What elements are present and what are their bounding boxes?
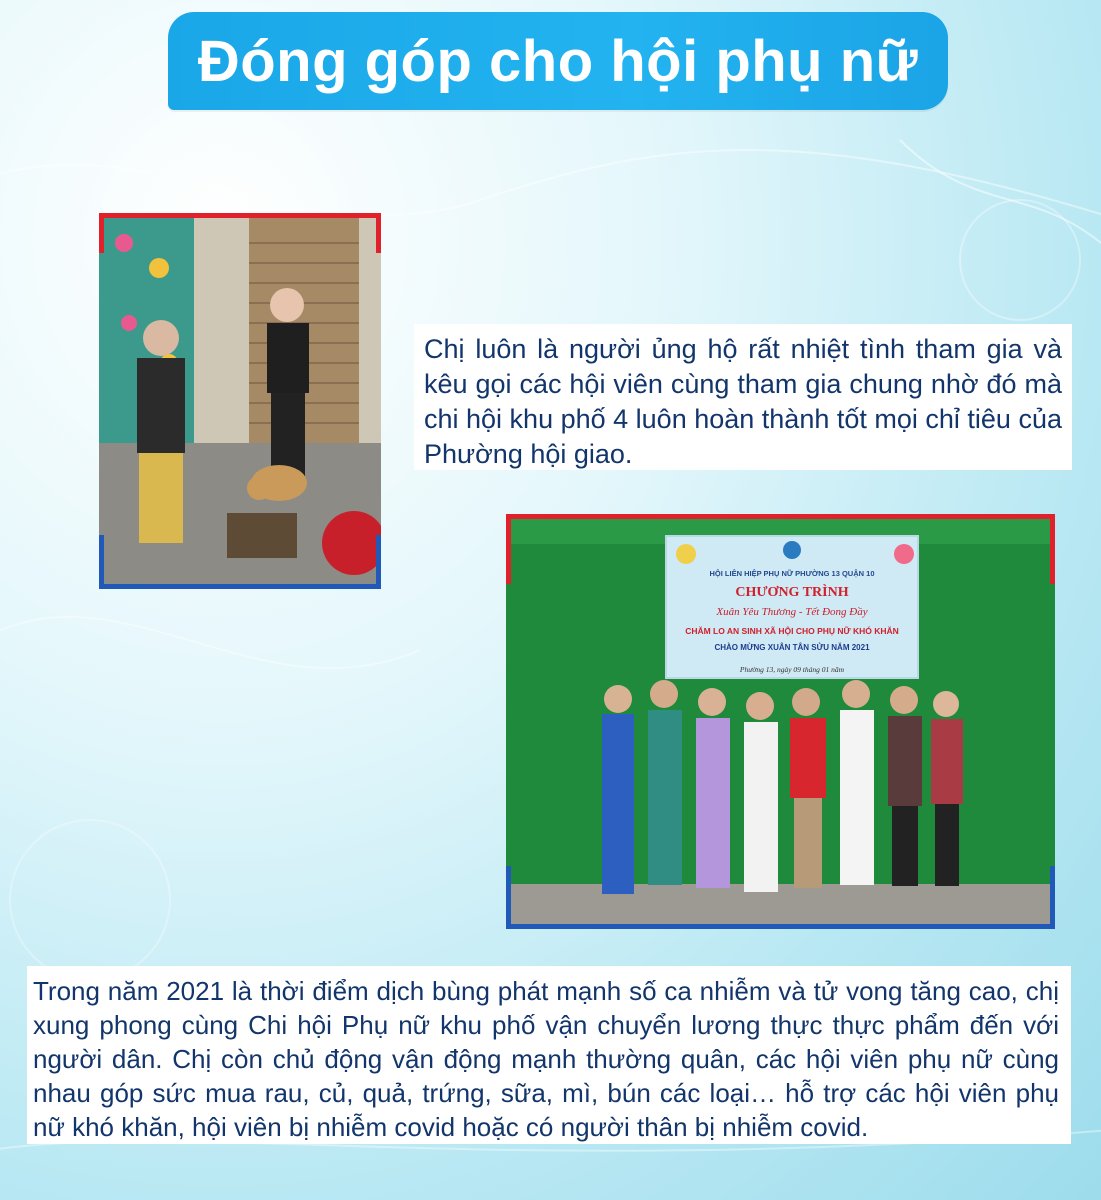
photo-donation-bottom-border	[99, 584, 381, 589]
photo-group-top-border	[506, 514, 1055, 519]
description-paragraph-2: Trong năm 2021 là thời điểm dịch bùng phát mạnh số ca nhiễm và tử vong tăng cao, chị xung phong cùng Chi hội Phụ nữ khu phố vận chuyển lương thực thực phẩm đến với người dân. Chị còn chủ động vận động mạnh thường quân, các hội viên phụ nữ cùng nhau góp sức mua rau, củ, quả, trứng, sữa, mì, bún các loại… hỗ trợ các hội viên phụ nữ khó khăn, hội viên bị nhiễm covid hoặc có người thân bị nhiễm covid.	[27, 966, 1071, 1144]
photo-donation-right-border	[376, 213, 381, 253]
banner-line-4: CHĂM LO AN SINH XÃ HỘI CHO PHỤ NỮ KHÓ KHĂN	[685, 626, 899, 636]
photo-group-left-border	[506, 514, 511, 584]
photo-group	[506, 514, 1055, 929]
photo-donation-image	[99, 213, 381, 589]
photo-donation-left-blue	[99, 535, 104, 589]
photo-group-right-blue	[1050, 866, 1055, 929]
banner-line-1: HỘI LIÊN HIỆP PHỤ NỮ PHƯỜNG 13 QUẬN 10	[709, 569, 875, 578]
description-paragraph-1: Chị luôn là người ủng hộ rất nhiệt tình tham gia và kêu gọi các hội viên cùng tham gia chung nhờ đó mà chi hội khu phố 4 luôn hoàn thành tốt mọi chỉ tiêu của Phường hội giao.	[414, 324, 1072, 470]
photo-group-image	[506, 514, 1055, 929]
photo-group-right-border	[1050, 514, 1055, 584]
banner-line-3: Xuân Yêu Thương - Tết Đong Đầy	[716, 606, 868, 618]
photo-donation-top-border	[99, 213, 381, 218]
title-banner	[168, 12, 948, 110]
photo-donation-right-blue	[376, 535, 381, 589]
photo-donation	[99, 213, 381, 589]
photo-group-bottom-border	[506, 924, 1055, 929]
banner-line-5: CHÀO MỪNG XUÂN TÂN SỬU NĂM 2021	[714, 643, 870, 652]
photo-group-left-blue	[506, 866, 511, 929]
page-title: Đóng góp cho hội phụ nữ	[197, 28, 919, 94]
banner-line-6: Phường 13, ngày 09 tháng 01 năm	[739, 665, 845, 674]
photo-donation-left-border	[99, 213, 104, 253]
banner-line-2: CHƯƠNG TRÌNH	[735, 585, 849, 600]
